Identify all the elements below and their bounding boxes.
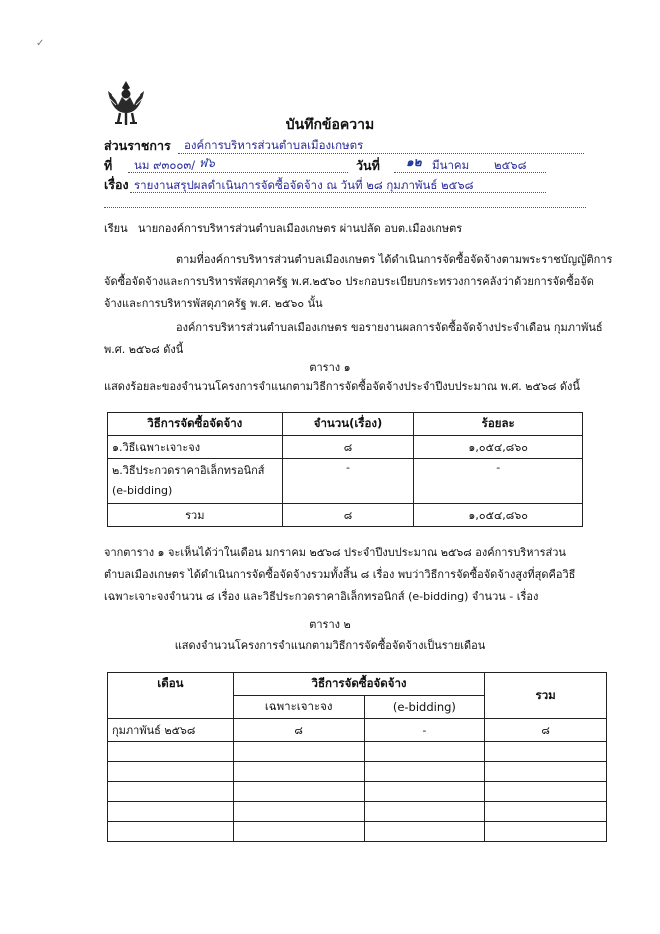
table1-total-percent: ๑,๐๕๔,๘๖๐ [414,504,583,527]
para1-line2: จัดซื้อจัดจ้างและการบริหารพัสดุภาครัฐ พ.ศ.๒๕๖๐ ประกอบระเบียบกระทรวงการคลังว่าด้วยการจัดซื้อจัด [104,275,594,288]
date-label: วันที่ [356,158,380,173]
table-row-empty [108,782,607,802]
table2-caption-title: ตาราง ๒ [309,618,351,631]
para3-line1: จากตาราง ๑ จะเห็นได้ว่าในเดือน มกราคม ๒๕๖๘ ประจำปีงบประมาณ ๒๕๖๘ องค์การบริหารส่วน [104,546,566,559]
table-row [108,459,583,504]
table1-caption-desc: แสดงร้อยละของจำนวนโครงการจำแนกตามวิธีการจัดซื้อจัดจ้างประจำปีงบประมาณ พ.ศ. ๒๕๖๘ ดังนี้ [104,380,580,393]
date-day: ๑๒ [406,155,422,169]
subject-label: เรื่อง [104,177,129,192]
table-row [108,719,607,742]
para3-line3: เฉพาะเจาะจงจำนวน ๘ เรื่อง และวิธีประกวดราคาอิเล็กทรอนิกส์ (e-bidding) จำนวน - เรื่อง [104,590,539,603]
ref-value: นม ๙๓๐๐๓/ [134,158,196,172]
table1-header-method: วิธีการจัดซื้อจัดจ้าง [108,413,283,436]
para2-line1: องค์การบริหารส่วนตำบลเมืองเกษตร ขอรายงานผลการจัดซื้อจัดจ้างประจำเดือน กุมภาพันธ์ [176,321,603,334]
table2-caption-desc: แสดงจำนวนโครงการจำแนกตามวิธีการจัดซื้อจัดจ้างเป็นรายเดือน [174,639,486,652]
memo-title: บันทึกข้อความ [285,117,375,133]
date-year: ๒๕๖๘ [494,158,527,172]
ref-label: ที่ [104,158,113,173]
table1-total-count: ๘ [282,504,414,527]
table1-header-percent: ร้อยละ [414,413,583,436]
table2 [107,672,607,842]
agency-value: องค์การบริหารส่วนตำบลเมืองเกษตร [184,138,364,152]
table1-total-label: รวม [108,504,283,527]
table1-cell-method [108,459,283,504]
para1-line1: ตามที่องค์การบริหารส่วนตำบลเมืองเกษตร ได้ดำเนินการจัดซื้อจัดจ้างตามพระราชบัญญัติการ [176,253,613,266]
table2-cell-total: ๘ [485,719,607,742]
para2-line2: พ.ศ. ๒๕๖๘ ดังนี้ [104,343,184,356]
table2-cell-month: กุมภาพันธ์ ๒๕๖๘ [108,719,234,742]
table2-header-total: รวม [485,673,607,719]
table1-header-count: จำนวน(เรื่อง) [282,413,414,436]
to-value: นายกองค์การบริหารส่วนตำบลเมืองเกษตร ผ่านปลัด อบต.เมืองเกษตร [138,222,463,235]
table1-method-line1: ๒.วิธีประกวดราคาอิเล็กทรอนิกส์ [112,464,265,477]
table2-header-method: วิธีการจัดซื้อจัดจ้าง [233,673,485,696]
table-row [108,436,583,459]
table-row-empty [108,802,607,822]
table1-cell-percent: - [414,459,583,504]
scan-speck: ✓ [36,38,45,49]
ref-handwritten: ฬ๖ [199,156,215,170]
date-dotline [394,172,546,173]
table1-cell-count: - [282,459,414,504]
table2-header-row [108,673,607,696]
table1 [107,412,583,527]
table-row-empty [108,762,607,782]
table1-caption-title: ตาราง ๑ [309,361,351,374]
table2-subheader-specific: เฉพาะเจาะจง [233,696,364,719]
to-label: เรียน [104,222,128,235]
subject-value: รายงานสรุปผลดำเนินการจัดซื้อจัดจ้าง ณ วันที่ ๒๘ กุมภาพันธ์ ๒๕๖๘ [134,178,474,192]
table2-cell-ebidding: - [364,719,485,742]
table1-total-row [108,504,583,527]
table1-cell-percent: ๑,๐๕๔,๘๖๐ [414,436,583,459]
date-month: มีนาคม [432,158,470,172]
para3-line2: ตำบลเมืองเกษตร ได้ดำเนินการจัดซื้อจัดจ้างรวมทั้งสิ้น ๘ เรื่อง พบว่าวิธีการจัดซื้อจัดจ้างสูงที่สุดคือวิธี [104,568,576,581]
table2-subheader-ebidding: (e-bidding) [364,696,485,719]
table2-header-month: เดือน [108,673,234,719]
table-row-empty [108,822,607,842]
table1-header-row [108,413,583,436]
agency-dotline [178,153,584,154]
agency-label: ส่วนราชการ [104,138,171,153]
subject-dotline [130,192,546,193]
table-row-empty [108,742,607,762]
header-separator [104,207,586,208]
table1-cell-method: ๑.วิธีเฉพาะเจาะจง [108,436,283,459]
table1-method-line2: (e-bidding) [112,484,173,497]
table2-cell-specific: ๘ [233,719,364,742]
table1-cell-count: ๘ [282,436,414,459]
para1-line3: จ้างและการบริหารพัสดุภาครัฐ พ.ศ. ๒๕๖๐ นั้น [104,297,323,310]
ref-dotline [128,172,348,173]
